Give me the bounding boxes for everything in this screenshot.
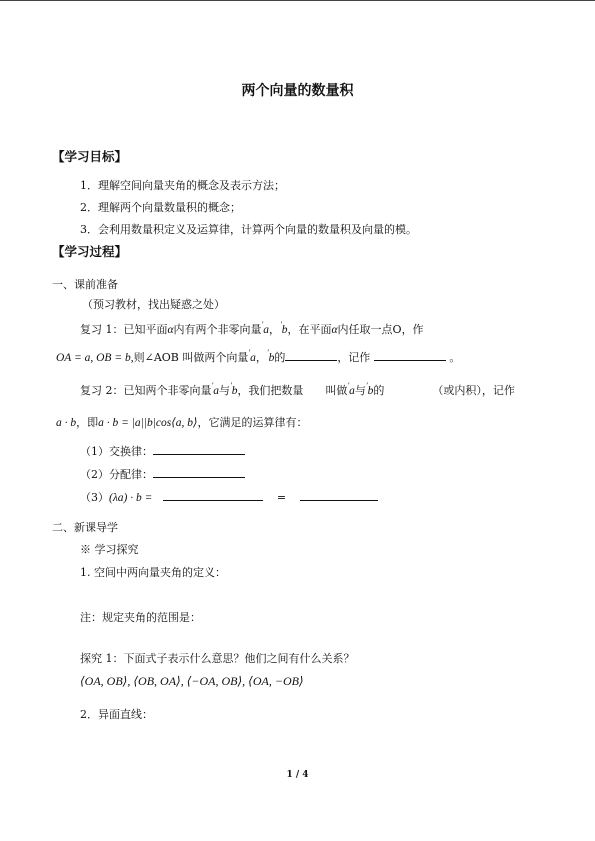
review1-text-c: ，在平面 (287, 323, 332, 336)
review2-text-c: 叫做 (325, 384, 348, 397)
dot-product-formula: a · b = |a||b|cos⟨a, b⟩ (98, 417, 198, 429)
review1-line2 (56, 349, 460, 365)
blank-associative-1[interactable] (163, 489, 263, 501)
part1-note: （预习教材，找出疑惑之处） (82, 298, 225, 311)
review2-text-f: ，它满足的运算律有： (197, 416, 308, 429)
vector-a-4: 'a (347, 381, 355, 397)
review1-text-g: 的 (274, 351, 286, 364)
review1-line1 (80, 321, 424, 337)
review2-text-a: 复习 2：已知两个非零向量 (80, 384, 212, 397)
point-O: O (392, 323, 402, 336)
dot-product-expr: a · b (56, 417, 77, 429)
process-heading: 【学习过程】 (52, 244, 128, 259)
review1-comma: ， (269, 323, 281, 336)
law-associative (80, 489, 378, 505)
question-1: 1. 空间中两向量夹角的定义： (80, 566, 226, 579)
goal-item-1: 1．理解空间向量夹角的概念及表示方法； (80, 179, 285, 192)
vector-b: 'b (280, 320, 288, 336)
blank-angle-name[interactable] (285, 349, 337, 361)
alpha-symbol: α (167, 324, 174, 336)
review2-text-de: 的 (373, 384, 385, 397)
part1-heading: 一、课前准备 (52, 278, 118, 291)
page-title: 两个向量的数量积 (241, 83, 354, 99)
part2-heading: 二、新课导学 (52, 521, 118, 534)
vector-a-3: 'a (211, 381, 219, 397)
angle-range-note: 注：规定夹角的范围是： (80, 611, 201, 624)
goal-item-3: 3．会利用数量积定义及运算律，计算两个向量的数量积及向量的模。 (80, 223, 417, 236)
question-2: 2．异面直线： (80, 708, 153, 721)
blank-notation[interactable] (374, 349, 446, 361)
law-associative-label: （3） (80, 491, 109, 504)
alpha-symbol-2: α (331, 324, 338, 336)
vector-a-2: 'a (248, 348, 256, 364)
explore-heading: ※ 学习探究 (80, 543, 139, 556)
vector-a: 'a (261, 320, 270, 336)
review2-text-e: ，即 (76, 416, 99, 429)
law-distributive-label: （2）分配律： (80, 468, 153, 481)
review1-text-a: 复习 1：已知平面 (80, 323, 168, 336)
review1-text-b: 内有两个非零向量 (173, 323, 262, 336)
page-number: 1 / 4 (286, 770, 309, 780)
review2-line2 (56, 414, 307, 430)
blank-commutative[interactable] (153, 443, 245, 455)
explore-1: 探究 1：下面式子表示什么意思？他们之间有什么关系？ (80, 652, 355, 665)
review2-yu-2: 与 (354, 384, 366, 397)
law-commutative (80, 443, 245, 459)
review2-yu: 与 (218, 384, 230, 397)
goals-heading: 【学习目标】 (52, 149, 128, 164)
goal-item-2: 2．理解两个向量数量积的概念； (80, 201, 241, 214)
review2-text-b: ，我们把数量 (237, 384, 304, 397)
law-commutative-label: （1）交换律： (80, 445, 153, 458)
review1-text-d: 内任取一点 (337, 323, 393, 336)
review2-text-d: （或内积），记作 (432, 384, 515, 397)
law3-expression: (λa) · b = (109, 492, 153, 504)
vector-equation: OA = a, OB = b, (56, 352, 134, 364)
vector-b-4: 'b (365, 381, 374, 397)
review1-text-e: ，作 (401, 323, 424, 336)
top-rule (0, 0, 595, 1)
review1-text-f: 则∠AOB 叫做两个向量 (133, 351, 249, 364)
blank-distributive[interactable] (153, 466, 245, 478)
blank-associative-2[interactable] (300, 489, 378, 501)
review2-line1 (80, 382, 515, 398)
review1-text-h: ，记作 (337, 351, 371, 364)
review1-end: 。 (449, 351, 461, 364)
review1-comma-2: ， (255, 351, 267, 364)
law-distributive (80, 466, 245, 482)
vector-b-3: 'b (229, 381, 238, 397)
vector-b-2: 'b (266, 348, 275, 364)
law3-equals: = (276, 491, 287, 504)
angle-expressions: ⟨OA, OB⟩, ⟨OB, OA⟩, ⟨−OA, OB⟩, ⟨OA, −OB⟩ (80, 674, 304, 688)
